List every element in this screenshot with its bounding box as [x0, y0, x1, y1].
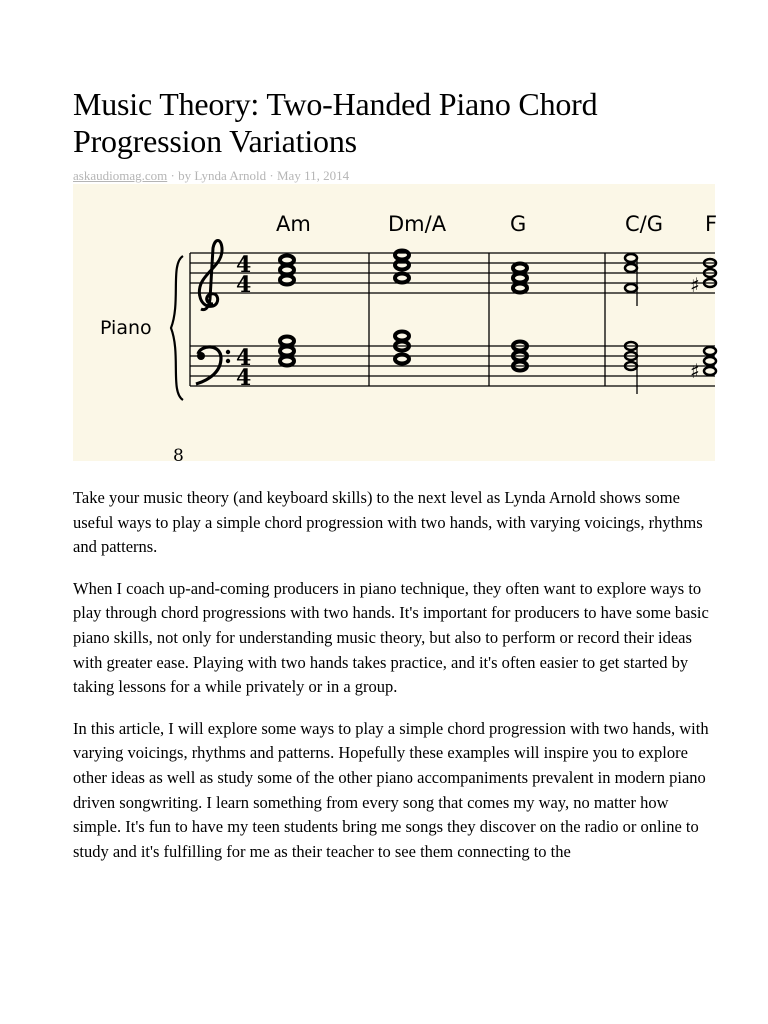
- article-byline: [73, 168, 349, 184]
- treble-clef-icon: [199, 241, 222, 310]
- treble-chord-c-g: [625, 254, 637, 306]
- bass-chord-am: [280, 337, 294, 366]
- treble-chord-f: [690, 259, 716, 297]
- article-title: Music Theory: Two-Handed Piano Chord Progression Variations: [73, 86, 598, 159]
- measure-number: 8: [173, 446, 184, 466]
- article-paragraph-coaching: When I coach up-and-coming producers in piano technique, they often want to explore ways to play through chord progressions with two hands. It's important for producers to have some basic piano skills, not only for understanding music theory, but also to perform or record their ideas with greater ease. Playing with two hands takes practice, and it's often easier to get started by taking lessons for a while privately or in a group.: [73, 578, 709, 697]
- chord-label-c-g: C/G: [625, 212, 664, 236]
- svg-text:♯: ♯: [690, 359, 700, 383]
- bass-time-signature-top: 4: [236, 345, 252, 371]
- staff-brace: [171, 256, 183, 400]
- bass-chord-dm-a: [395, 332, 409, 364]
- bass-time-signature-bottom: 4: [236, 365, 252, 391]
- sheet-music-figure: [73, 184, 718, 466]
- article-paragraph-intro: Take your music theory (and keyboard skills) to the next level as Lynda Arnold shows some useful ways to play a simple chord progression with two hands, with varying voicings, rhythms and patterns.: [73, 488, 703, 557]
- sheet-music: [73, 184, 718, 466]
- article-paragraph-explore: In this article, I will explore some ways to play a simple chord progression with two hands, with varying voicings, rhythms and patterns. Hopefully these examples will inspire you to explore other ideas as well as study some of the other piano accompaniments prevalent in modern piano driven songwriting. I learn something from every song that comes my way, no matter how simple. It's fun to have my teen students bring me songs they discover on the radio or online to study and it's fulfilling for me as their teacher to see them connecting to the: [73, 718, 709, 862]
- svg-text:♯: ♯: [690, 273, 700, 297]
- chord-label-am: Am: [276, 212, 311, 236]
- instrument-label: Piano: [100, 317, 152, 339]
- article-body: [73, 486, 715, 881]
- chord-label-g: G: [510, 212, 527, 236]
- chord-label-f: F: [705, 212, 718, 236]
- treble-chord-g: [513, 264, 527, 293]
- treble-chord-dm-a: [395, 251, 409, 283]
- treble-time-signature-bottom: 4: [236, 272, 252, 298]
- bass-chord-f: [690, 347, 716, 383]
- byline-author-date: · by Lynda Arnold · May 11, 2014: [167, 168, 350, 183]
- source-link[interactable]: askaudiomag.com: [73, 168, 168, 183]
- chord-label-dm-a: Dm/A: [388, 212, 447, 236]
- treble-chord-am: [280, 256, 294, 285]
- treble-time-signature-top: 4: [236, 252, 252, 278]
